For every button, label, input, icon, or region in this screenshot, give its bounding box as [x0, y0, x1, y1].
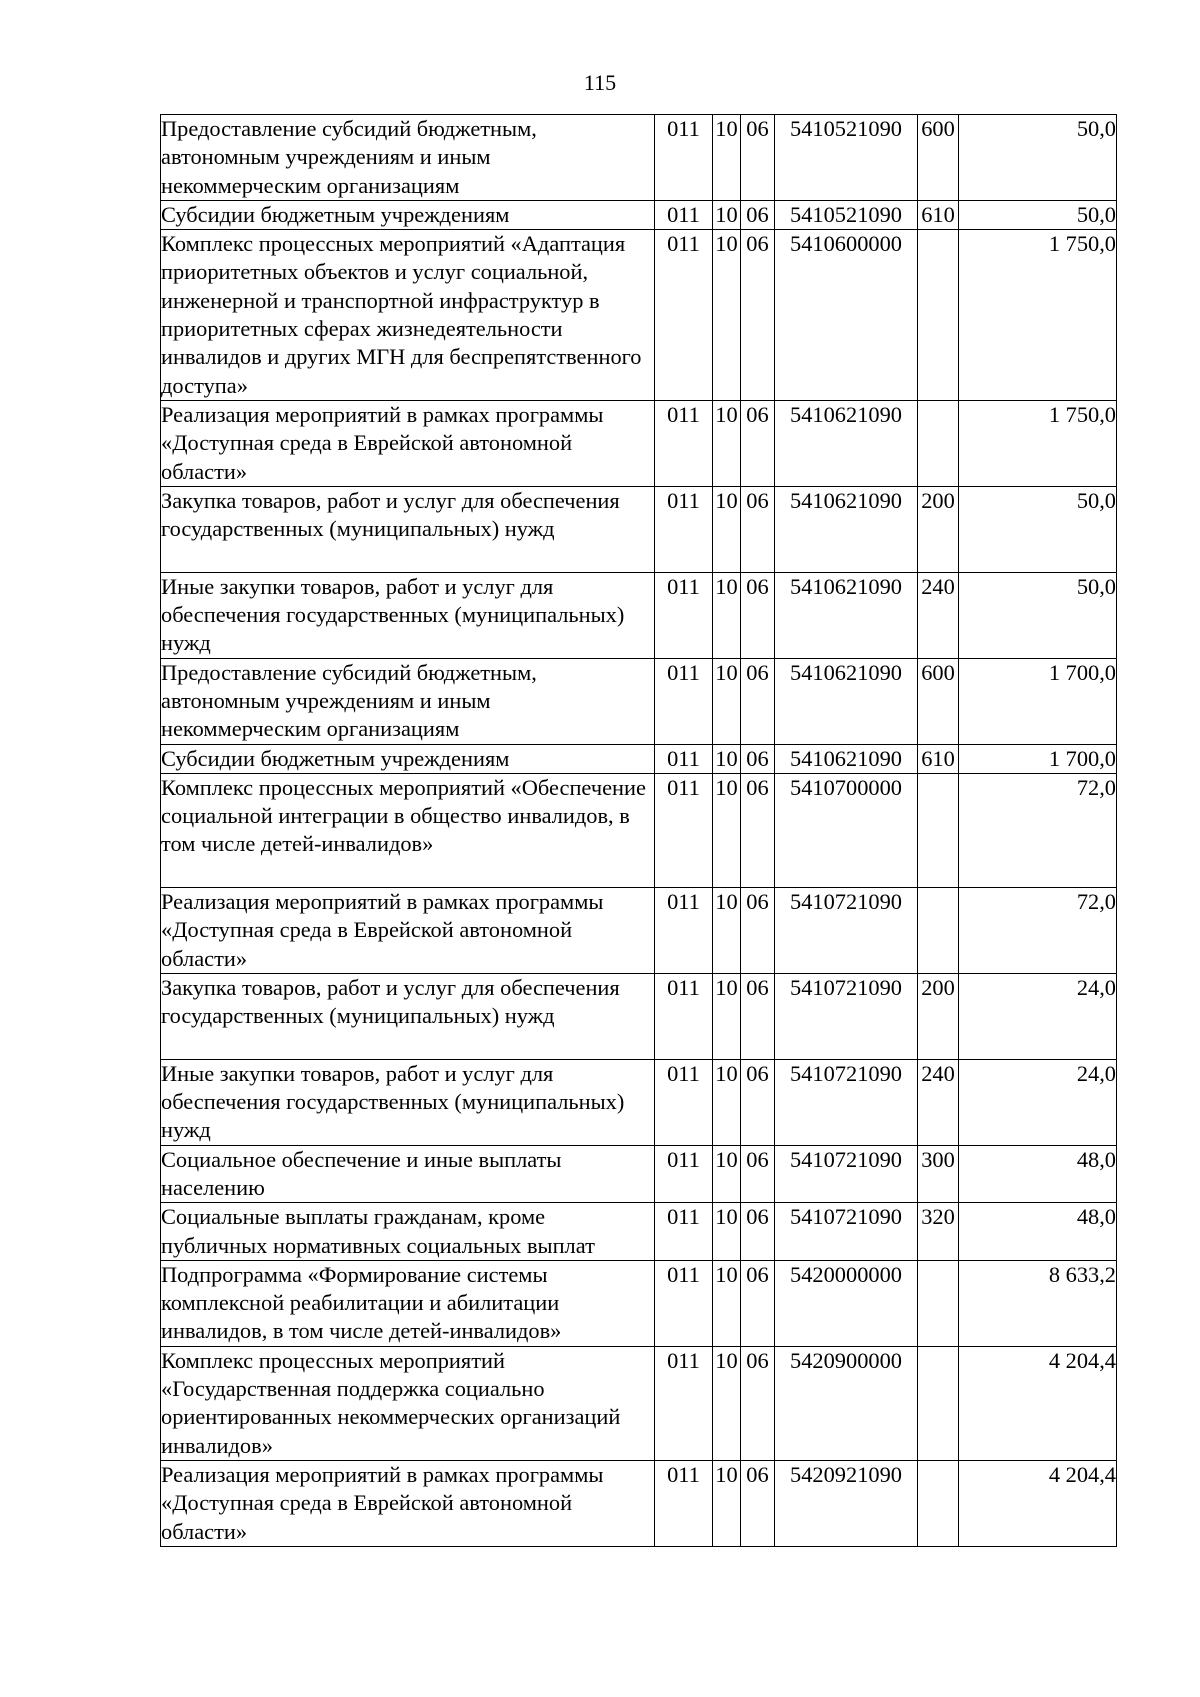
- row-rz-cell: 10: [713, 1460, 741, 1546]
- table-row: [161, 400, 1117, 486]
- row-pr-cell: 06: [741, 200, 775, 229]
- row-name-cell: Комплекс процессных мероприятий «Адаптация приоритетных объектов и услуг социальной, инженерной и транспортной инфраструктур в приоритетных сферах жизнедеятельности инвалидов и других МГН для беспрепятственного доступа»: [161, 230, 655, 401]
- row-rz-cell: 10: [713, 1059, 741, 1145]
- row-sum-cell: 50,0: [959, 115, 1117, 201]
- row-vr-cell: [918, 888, 959, 974]
- table-row: [161, 1203, 1117, 1261]
- row-cs-cell: 5410521090: [775, 115, 918, 201]
- row-gr-cell: 011: [655, 1460, 713, 1546]
- row-pr-cell: 06: [741, 1346, 775, 1460]
- row-cs-cell: 5410721090: [775, 1203, 918, 1261]
- row-sum-cell: 8 633,2: [959, 1260, 1117, 1346]
- budget-table: [160, 114, 1117, 1547]
- row-pr-cell: 06: [741, 115, 775, 201]
- row-rz-cell: 10: [713, 400, 741, 486]
- row-gr-cell: 011: [655, 1260, 713, 1346]
- row-sum-cell: 48,0: [959, 1145, 1117, 1203]
- row-cs-cell: 5420000000: [775, 1260, 918, 1346]
- row-pr-cell: 06: [741, 230, 775, 401]
- row-cs-cell: 5410621090: [775, 486, 918, 572]
- row-pr-cell: 06: [741, 400, 775, 486]
- table-row: [161, 1346, 1117, 1460]
- row-cs-cell: 5410721090: [775, 1059, 918, 1145]
- row-cs-cell: 5410700000: [775, 773, 918, 887]
- row-cs-cell: 5410621090: [775, 658, 918, 744]
- row-sum-cell: 50,0: [959, 200, 1117, 229]
- row-vr-cell: 610: [918, 744, 959, 773]
- row-sum-cell: 1 700,0: [959, 658, 1117, 744]
- row-name-cell: Комплекс процессных мероприятий «Государственная поддержка социально ориентированных некоммерческих организаций инвалидов»: [161, 1346, 655, 1460]
- row-name-cell: Закупка товаров, работ и услуг для обеспечения государственных (муниципальных) нужд: [161, 486, 655, 572]
- row-gr-cell: 011: [655, 973, 713, 1059]
- row-sum-cell: 48,0: [959, 1203, 1117, 1261]
- row-pr-cell: 06: [741, 486, 775, 572]
- row-pr-cell: 06: [741, 572, 775, 658]
- row-rz-cell: 10: [713, 115, 741, 201]
- row-rz-cell: 10: [713, 888, 741, 974]
- row-name-cell: Иные закупки товаров, работ и услуг для обеспечения государственных (муниципальных) нужд: [161, 1059, 655, 1145]
- row-cs-cell: 5410621090: [775, 400, 918, 486]
- row-sum-cell: 72,0: [959, 888, 1117, 974]
- row-name-cell: Предоставление субсидий бюджетным, автономным учреждениям и иным некоммерческим организациям: [161, 658, 655, 744]
- row-gr-cell: 011: [655, 200, 713, 229]
- row-sum-cell: 50,0: [959, 572, 1117, 658]
- row-vr-cell: 320: [918, 1203, 959, 1261]
- row-name-cell: Закупка товаров, работ и услуг для обеспечения государственных (муниципальных) нужд: [161, 973, 655, 1059]
- table-row: [161, 572, 1117, 658]
- table-row: [161, 1059, 1117, 1145]
- row-vr-cell: 200: [918, 486, 959, 572]
- row-vr-cell: [918, 1260, 959, 1346]
- row-gr-cell: 011: [655, 1059, 713, 1145]
- row-vr-cell: 610: [918, 200, 959, 229]
- row-cs-cell: 5410721090: [775, 888, 918, 974]
- row-cs-cell: 5410521090: [775, 200, 918, 229]
- row-vr-cell: [918, 230, 959, 401]
- table-row: [161, 1260, 1117, 1346]
- row-gr-cell: 011: [655, 1145, 713, 1203]
- row-vr-cell: 600: [918, 658, 959, 744]
- row-pr-cell: 06: [741, 973, 775, 1059]
- row-name-cell: Социальное обеспечение и иные выплаты населению: [161, 1145, 655, 1203]
- table-row: [161, 1460, 1117, 1546]
- table-row: [161, 200, 1117, 229]
- row-cs-cell: 5410721090: [775, 973, 918, 1059]
- row-pr-cell: 06: [741, 1145, 775, 1203]
- row-rz-cell: 10: [713, 230, 741, 401]
- row-name-cell: Подпрограмма «Формирование системы комплексной реабилитации и абилитации инвалидов, в том числе детей-инвалидов»: [161, 1260, 655, 1346]
- row-pr-cell: 06: [741, 1260, 775, 1346]
- table-row: [161, 973, 1117, 1059]
- row-sum-cell: 4 204,4: [959, 1460, 1117, 1546]
- row-gr-cell: 011: [655, 773, 713, 887]
- budget-table-body: [161, 115, 1117, 1547]
- row-pr-cell: 06: [741, 773, 775, 887]
- row-name-cell: Субсидии бюджетным учреждениям: [161, 744, 655, 773]
- row-vr-cell: 200: [918, 973, 959, 1059]
- row-rz-cell: 10: [713, 200, 741, 229]
- row-name-cell: Субсидии бюджетным учреждениям: [161, 200, 655, 229]
- row-rz-cell: 10: [713, 658, 741, 744]
- row-rz-cell: 10: [713, 1145, 741, 1203]
- row-cs-cell: 5420900000: [775, 1346, 918, 1460]
- row-sum-cell: 72,0: [959, 773, 1117, 887]
- table-row: [161, 486, 1117, 572]
- row-pr-cell: 06: [741, 744, 775, 773]
- row-rz-cell: 10: [713, 773, 741, 887]
- row-cs-cell: 5410721090: [775, 1145, 918, 1203]
- row-vr-cell: [918, 1346, 959, 1460]
- row-gr-cell: 011: [655, 744, 713, 773]
- row-cs-cell: 5410600000: [775, 230, 918, 401]
- row-pr-cell: 06: [741, 1460, 775, 1546]
- row-name-cell: Комплекс процессных мероприятий «Обеспечение социальной интеграции в общество инвалидов, в том числе детей-инвалидов»: [161, 773, 655, 887]
- row-gr-cell: 011: [655, 115, 713, 201]
- row-vr-cell: [918, 1460, 959, 1546]
- row-gr-cell: 011: [655, 572, 713, 658]
- row-name-cell: Предоставление субсидий бюджетным, автономным учреждениям и иным некоммерческим организациям: [161, 115, 655, 201]
- table-row: [161, 1145, 1117, 1203]
- row-sum-cell: 1 750,0: [959, 400, 1117, 486]
- row-gr-cell: 011: [655, 400, 713, 486]
- row-rz-cell: 10: [713, 1203, 741, 1261]
- row-vr-cell: 300: [918, 1145, 959, 1203]
- row-sum-cell: 50,0: [959, 486, 1117, 572]
- table-row: [161, 658, 1117, 744]
- row-vr-cell: 600: [918, 115, 959, 201]
- table-row: [161, 773, 1117, 887]
- row-pr-cell: 06: [741, 1203, 775, 1261]
- row-rz-cell: 10: [713, 744, 741, 773]
- row-rz-cell: 10: [713, 1260, 741, 1346]
- row-sum-cell: 24,0: [959, 1059, 1117, 1145]
- row-vr-cell: 240: [918, 1059, 959, 1145]
- row-name-cell: Реализация мероприятий в рамках программы «Доступная среда в Еврейской автономной области»: [161, 400, 655, 486]
- row-gr-cell: 011: [655, 1203, 713, 1261]
- row-gr-cell: 011: [655, 658, 713, 744]
- row-rz-cell: 10: [713, 572, 741, 658]
- row-rz-cell: 10: [713, 973, 741, 1059]
- row-sum-cell: 1 750,0: [959, 230, 1117, 401]
- row-gr-cell: 011: [655, 1346, 713, 1460]
- row-sum-cell: 1 700,0: [959, 744, 1117, 773]
- row-rz-cell: 10: [713, 486, 741, 572]
- row-cs-cell: 5410621090: [775, 744, 918, 773]
- row-pr-cell: 06: [741, 888, 775, 974]
- row-gr-cell: 011: [655, 230, 713, 401]
- table-row: [161, 115, 1117, 201]
- row-name-cell: Иные закупки товаров, работ и услуг для обеспечения государственных (муниципальных) нужд: [161, 572, 655, 658]
- page-number: 115: [583, 70, 617, 95]
- row-pr-cell: 06: [741, 658, 775, 744]
- row-gr-cell: 011: [655, 486, 713, 572]
- table-row: [161, 230, 1117, 401]
- row-cs-cell: 5420921090: [775, 1460, 918, 1546]
- row-rz-cell: 10: [713, 1346, 741, 1460]
- row-vr-cell: 240: [918, 572, 959, 658]
- row-name-cell: Реализация мероприятий в рамках программы «Доступная среда в Еврейской автономной области»: [161, 1460, 655, 1546]
- row-vr-cell: [918, 400, 959, 486]
- row-cs-cell: 5410621090: [775, 572, 918, 658]
- row-pr-cell: 06: [741, 1059, 775, 1145]
- row-sum-cell: 4 204,4: [959, 1346, 1117, 1460]
- row-name-cell: Социальные выплаты гражданам, кроме публичных нормативных социальных выплат: [161, 1203, 655, 1261]
- row-vr-cell: [918, 773, 959, 887]
- row-gr-cell: 011: [655, 888, 713, 974]
- row-sum-cell: 24,0: [959, 973, 1117, 1059]
- table-row: [161, 888, 1117, 974]
- table-row: [161, 744, 1117, 773]
- row-name-cell: Реализация мероприятий в рамках программы «Доступная среда в Еврейской автономной области»: [161, 888, 655, 974]
